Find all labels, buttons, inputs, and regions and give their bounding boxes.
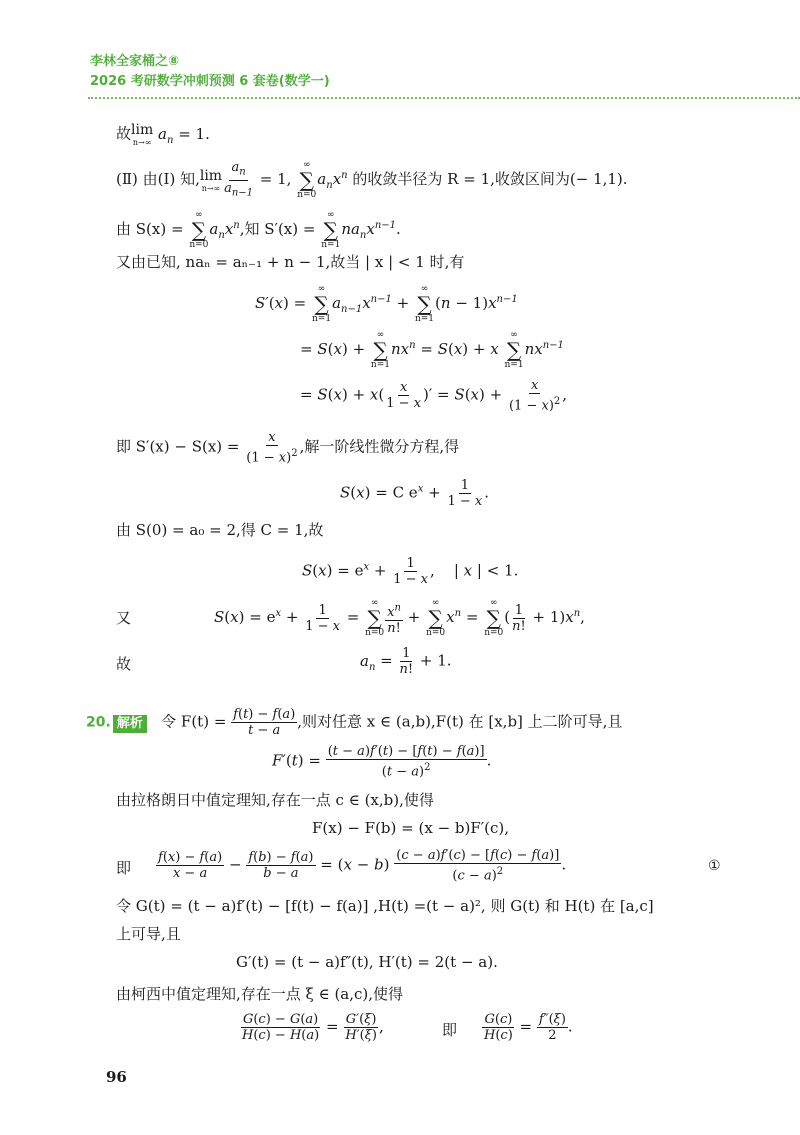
text-line: 即 S′(x) − S(x) = $\frac{x}{(1 - x)^2}$ ,解一阶线性微分方程,得 xyxy=(116,430,460,466)
text-line: (Ⅱ) 由(Ⅰ) 知, lim n→∞ $\frac{a_n}{a_{n-1}}$ = 1, ∞ ∑ n=0 $a_nx^n$ 的收敛半径为 R = 1,收敛区间为(− 1,1). xyxy=(116,160,628,201)
formula: $\frac{x}{(1 - x)^2}$ xyxy=(246,430,298,466)
text-line: 又 xyxy=(116,609,132,627)
formula: $\frac{f(t) - f(a)}{t - a}$ xyxy=(233,707,296,738)
series-title: 李林全家桶之⑧ xyxy=(90,54,180,69)
equation-marker: ① xyxy=(708,858,721,874)
formula-display: S(x) = C $e^x$ + $\frac{1}{1 - x}$ . xyxy=(340,478,490,509)
text-line: 又由已知, naₙ = aₙ₋₁ + n − 1,故当 | x | < 1 时,有 xyxy=(116,253,465,271)
page-number: 96 xyxy=(106,1068,127,1086)
text-line: 即 xyxy=(442,1021,458,1039)
text-line: 由 S(x) = ∞ ∑ n=0 $a_nx^n$,知 S′(x) = ∞ ∑ n=1 $na_nx^{n-1}$. xyxy=(116,210,401,250)
formula-display: = S(x) + x( $\frac{x}{1 - x}$ )′ = S(x) + $\frac{x}{(1 - x)^2}$ , xyxy=(300,378,568,414)
text-line: 由拉格朗日中值定理知,存在一点 c ∈ (x,b),使得 xyxy=(116,791,434,809)
running-header xyxy=(90,52,330,92)
formula-display: S′(x) = ∞ ∑ n=1 $a_{n-1}x^{n-1}$ + ∞ ∑ n=1 $(n - 1)x^{n-1}$ xyxy=(255,284,518,324)
formula-display: G′(t) = (t − a)f″(t), H′(t) = 2(t − a). xyxy=(236,953,498,971)
formula-display: $\frac{f(x) - f(a)}{x - a}$ − $\frac{f(b) - f(a)}{b - a}$ = (x − b) $\frac{(c - a)f'(c) - [f(c) - f(a)]}{(c - a)^2}$ . xyxy=(158,848,567,884)
text-line: 令 G(t) = (t − a)f′(t) − [f(t) − f(a)] ,H(t) =(t − a)², 则 G(t) 和 H(t) 在 [a,c] xyxy=(116,897,654,915)
formula: ∞ ∑ n=1 $na_nx^{n-1}$. xyxy=(321,210,401,250)
formula-display: F′(t) = $\frac{(t - a)f'(t) - [f(t) - f(a)]}{(t - a)^2}$ . xyxy=(272,744,492,780)
formula-display: $\frac{G(c) - G(a)}{H(c) - H(a)}$ = $\frac{G'(\xi)}{H'(\xi)}$ , xyxy=(242,1012,384,1043)
question-number: 20. xyxy=(86,714,111,731)
text-line: 故 lim n→∞ $a_n = 1$. xyxy=(116,122,210,147)
formula: lim n→∞ $\frac{a_n}{a_{n-1}}$ = 1, ∞ ∑ n=0 $a_nx^n$ xyxy=(199,160,348,201)
analysis-badge: 解析 xyxy=(113,715,147,733)
formula: ∞ ∑ n=0 $a_nx^n$ xyxy=(189,210,240,250)
question-20-line: 20. 解析 令 F(t) = $\frac{f(t) - f(a)}{t - a}$ ,则对任意 x ∈ (a,b),F(t) 在 [x,b] 上二阶可导,且 xyxy=(86,707,623,738)
book-title: 2026 考研数学冲刺预测 6 套卷(数学一) xyxy=(90,74,330,89)
text-line: 故 xyxy=(116,655,132,673)
text-line: 由柯西中值定理知,存在一点 ξ ∈ (a,c),使得 xyxy=(116,985,404,1003)
text-line: 即 xyxy=(116,859,132,877)
text-line: 上可导,且 xyxy=(116,925,181,943)
formula: lim n→∞ $a_n = 1$. xyxy=(131,122,210,147)
formula-display: F(x) − F(b) = (x − b)F′(c), xyxy=(312,819,510,837)
formula-display: $S(x) = e^x$ + $\frac{1}{1 - x}$ , | x | < 1. xyxy=(302,556,519,587)
text-line: 由 S(0) = a₀ = 2,得 C = 1,故 xyxy=(116,521,324,539)
formula-display: $\frac{G(c)}{H(c)}$ = $\frac{f''(\xi)}{2}$ . xyxy=(484,1012,573,1043)
formula-display: $a_n$ = $\frac{1}{n!}$ + 1. xyxy=(360,646,452,677)
formula-display: $S(x) = e^x$ + $\frac{1}{1 - x}$ = ∞ ∑ n=0 $\frac{x^n}{n!}$ + ∞ ∑ n=0 $x^n$ = ∞ ∑ n=0 ( $\frac{1}{n!}$ + $1)x^n$, xyxy=(214,598,585,638)
header-divider xyxy=(88,97,800,99)
formula-display: = S(x) + ∞ ∑ n=1 $nx^n = S(x) + x$ ∞ ∑ n=1 $nx^{n-1}$ xyxy=(300,330,564,370)
